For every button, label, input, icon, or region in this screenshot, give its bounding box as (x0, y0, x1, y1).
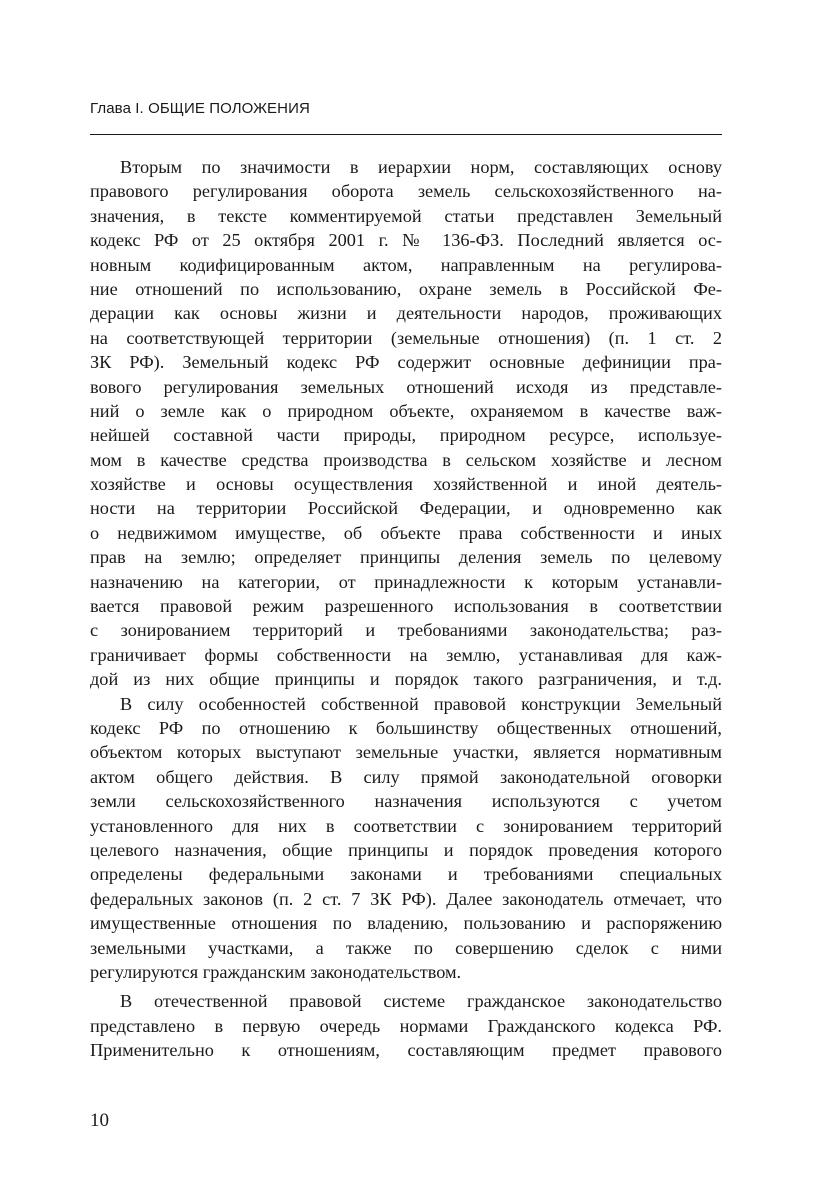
text-line: земли сельскохозяйственного назначения используются с учетом (90, 791, 722, 812)
text-line: правового регулирования оборота земель сельскохозяйственного на- (90, 181, 722, 202)
text-line: определены федеральными законами и требованиями специальных (90, 864, 722, 885)
text-line: вается правовой режим разрешенного использования в соответствии (90, 596, 722, 617)
body-text (90, 155, 722, 1062)
text-line: о недвижимом имуществе, об объекте права собственности и иных (90, 522, 722, 543)
text-line: назначению на категории, от принадлежности к которым устанавли- (90, 571, 722, 592)
text-line: В силу особенностей собственной правовой конструкции Земельный (120, 693, 722, 714)
paragraph (90, 692, 722, 985)
text-line: на соответствующей территории (земельные отношения) (п. 1 ст. 2 (90, 327, 722, 348)
header-rule (90, 134, 722, 135)
text-line: целевого назначения, общие принципы и порядок проведения которого (90, 839, 722, 860)
text-line: нейшей составной части природы, природном ресурсе, используе- (90, 425, 722, 446)
text-line: ний о земле как о природном объекте, охраняемом в качестве важ- (90, 400, 722, 421)
text-line: кодекс РФ по отношению к большинству общественных отношений, (90, 717, 722, 738)
text-line: кодекс РФ от 25 октября 2001 г. № 136-ФЗ. Последний является ос- (90, 230, 722, 251)
text-line: ности на территории Российской Федерации, и одновременно как (90, 498, 722, 519)
text-line: земельными участками, а также по совершению сделок с ними (90, 937, 722, 958)
paragraph (90, 155, 722, 692)
text-line: ЗК РФ). Земельный кодекс РФ содержит основные дефиниции пра- (90, 352, 722, 373)
text-line: федеральных законов (п. 2 ст. 7 ЗК РФ). Далее законодатель отмечает, что (90, 888, 722, 909)
page-number: 10 (90, 1110, 109, 1131)
text-line: дерации как основы жизни и деятельности народов, проживающих (90, 303, 722, 324)
text-line: имущественные отношения по владению, пользованию и распоряжению (90, 913, 722, 934)
text-line: с зонированием территорий и требованиями законодательства; раз- (90, 620, 722, 641)
text-line: В отечественной правовой системе гражданское законодательство (120, 991, 722, 1012)
text-line: мом в качестве средства производства в сельском хозяйстве и лесном (90, 449, 722, 470)
text-line: Применительно к отношениям, составляющим предмет правового (90, 1040, 722, 1061)
text-line: граничивает формы собственности на землю, устанавливая для каж- (90, 644, 722, 665)
text-line: ние отношений по использованию, охране земель в Российской Фе- (90, 278, 722, 299)
text-line: регулируются гражданским законодательством. (90, 961, 462, 982)
text-line: объектом которых выступают земельные участки, является нормативным (90, 742, 722, 763)
text-line: дой из них общие принципы и порядок такого разграничения, и т.д. (90, 669, 722, 690)
text-line: вового регулирования земельных отношений исходя из представле- (90, 376, 722, 397)
running-head: Глава I. ОБЩИЕ ПОЛОЖЕНИЯ (90, 100, 310, 117)
text-line: значения, в тексте комментируемой статьи представлен Земельный (90, 205, 722, 226)
text-line: Вторым по значимости в иерархии норм, составляющих основу (120, 157, 722, 177)
text-line: представлено в первую очередь нормами Гражданского кодекса РФ. (90, 1015, 722, 1036)
text-line: актом общего действия. В силу прямой законодательной оговорки (90, 766, 722, 787)
text-line: хозяйстве и основы осуществления хозяйственной и иной деятель- (90, 474, 722, 495)
text-line: прав на землю; определяет принципы деления земель по целевому (90, 547, 722, 568)
text-line: установленного для них в соответствии с зонированием территорий (90, 815, 722, 836)
paragraph (90, 989, 722, 1062)
text-line: новным кодифицированным актом, направленным на регулирова- (90, 254, 722, 275)
